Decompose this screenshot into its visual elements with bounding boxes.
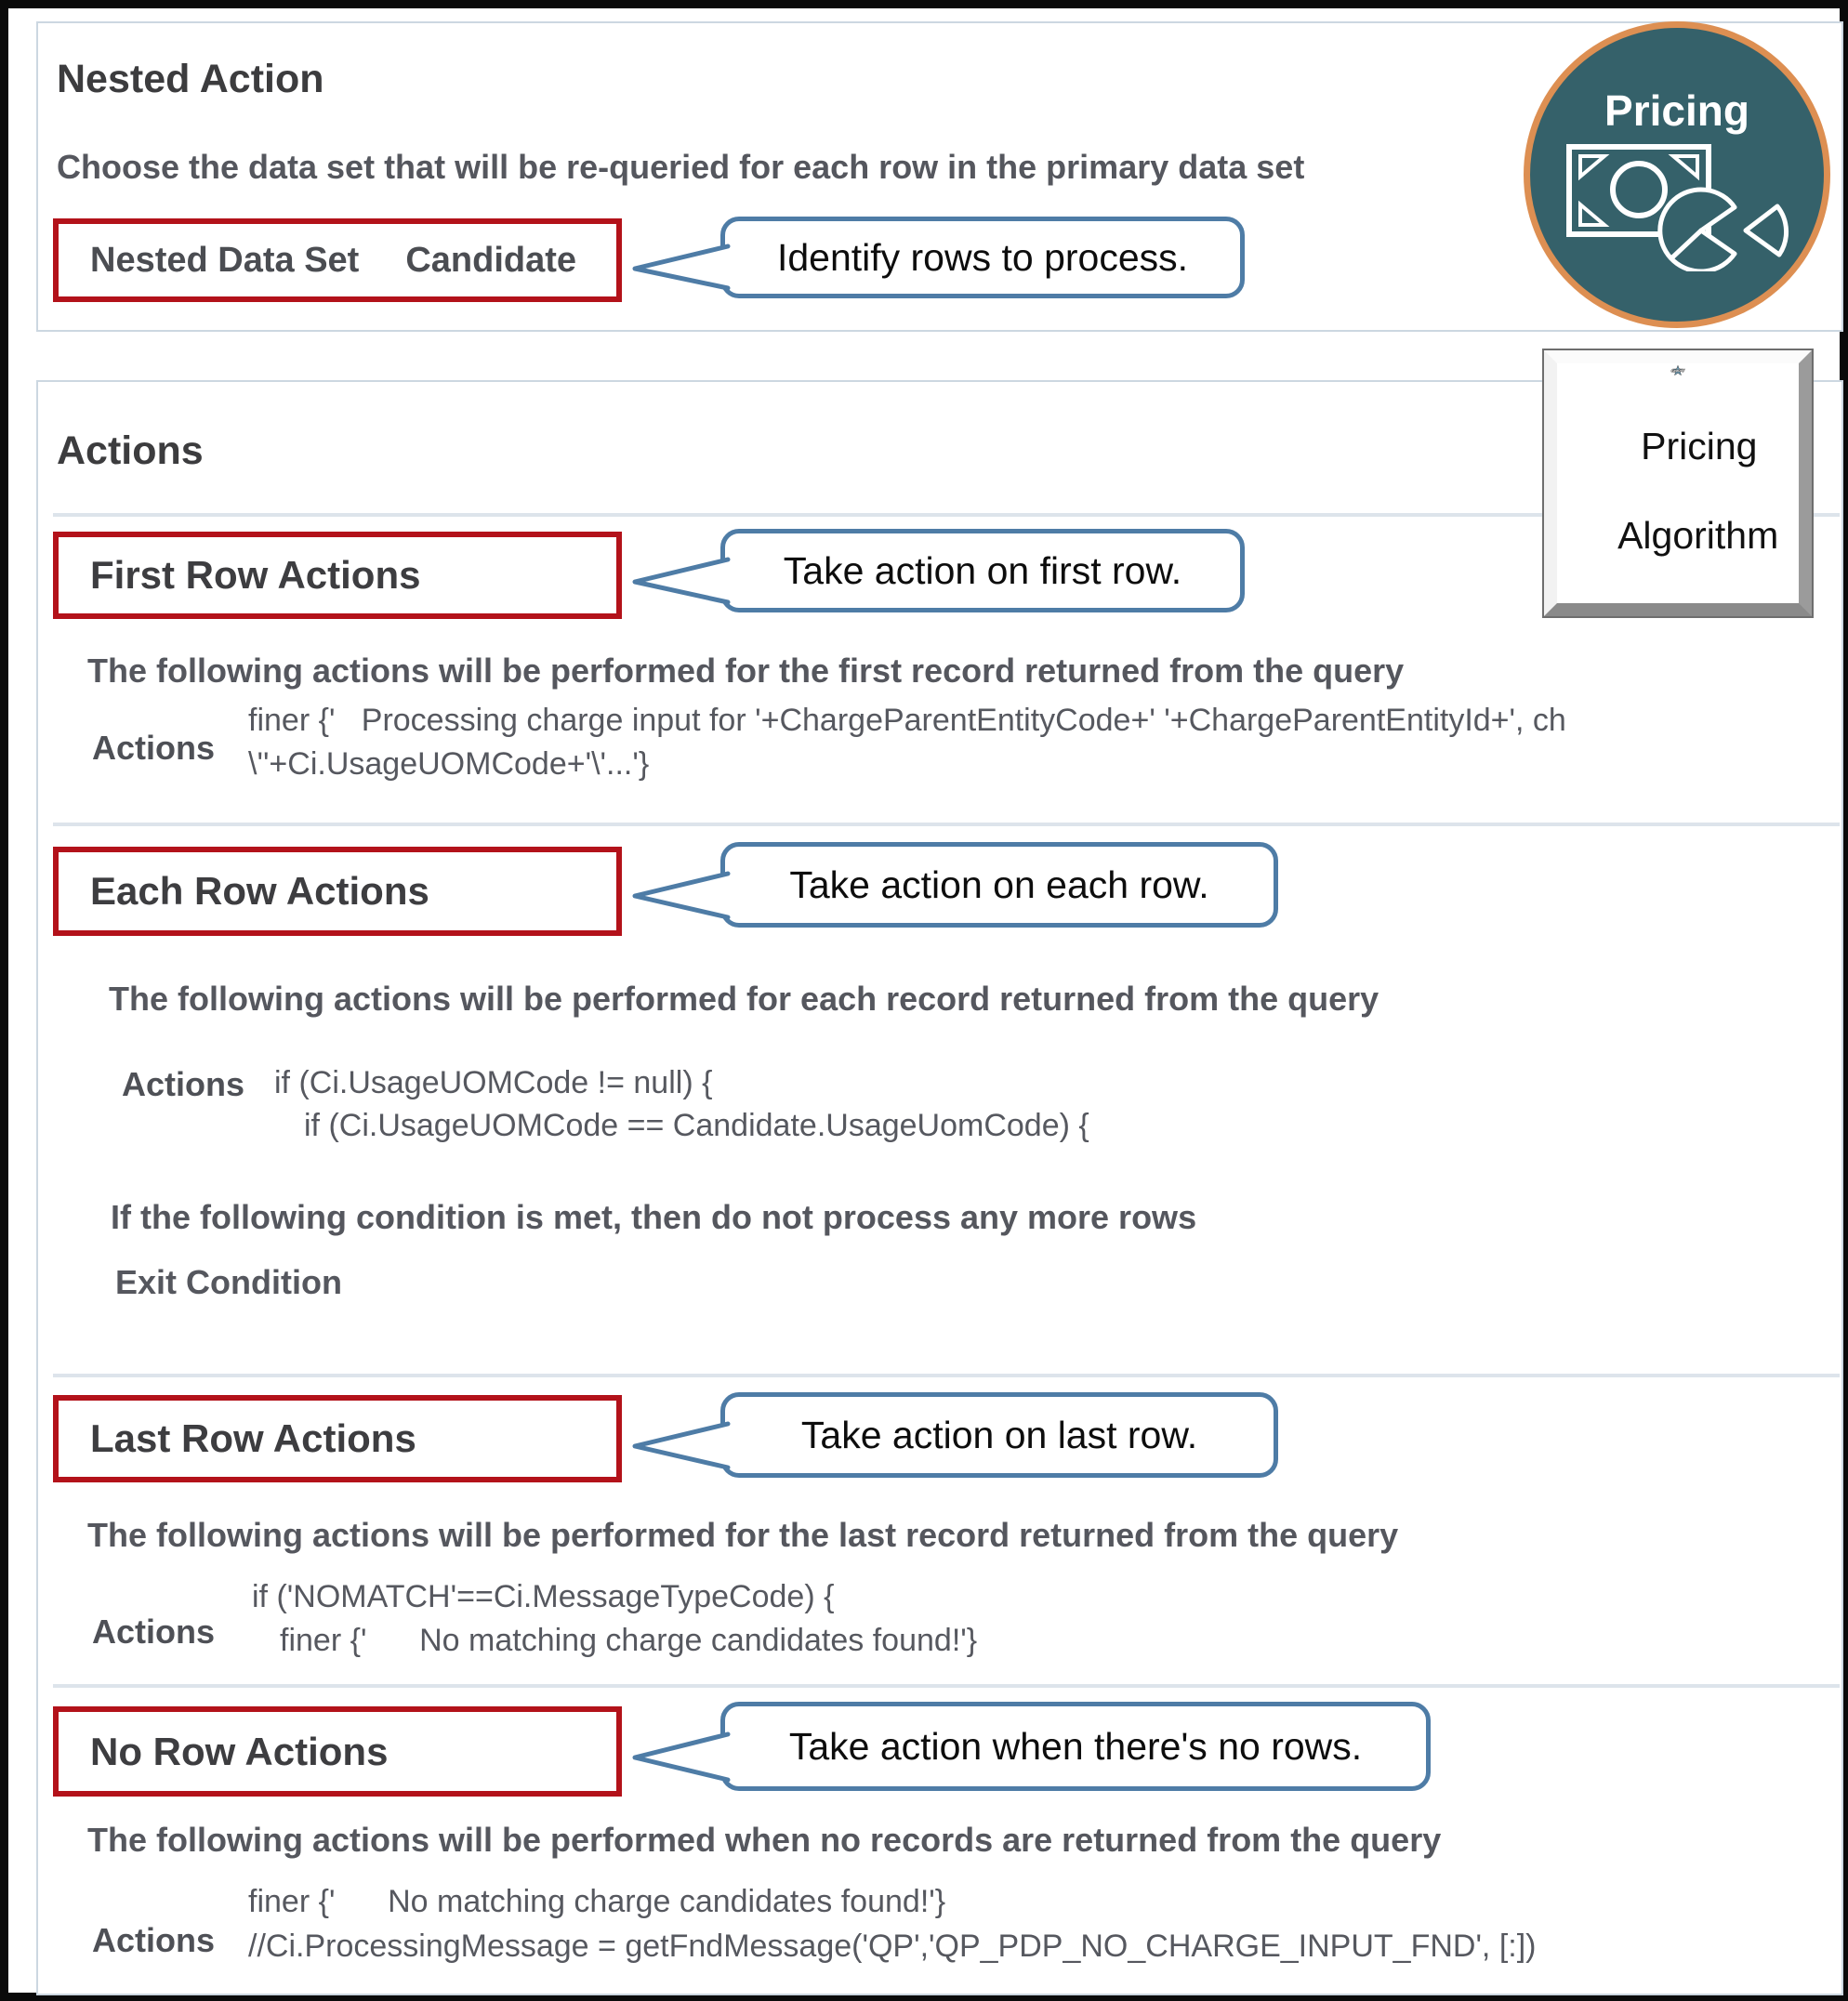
each-row-actions-code: if (Ci.UsageUOMCode != null) {	[274, 1065, 713, 1100]
groovy-logo-text: Groovy	[1670, 367, 1685, 374]
each-row-actions-heading: Each Row Actions	[90, 869, 429, 913]
nested-action-title: Nested Action	[57, 57, 324, 101]
groovy-star-icon	[1562, 365, 1794, 376]
last-row-actions-code: if ('NOMATCH'==Ci.MessageTypeCode) {	[252, 1579, 835, 1614]
pricing-badge	[1524, 21, 1830, 328]
last-row-actions-code: finer {' No matching charge candidates found!'}	[280, 1623, 978, 1658]
exit-condition-label: Exit Condition	[115, 1263, 342, 1301]
no-row-actions-code: finer {' No matching charge candidates found!'}	[248, 1884, 946, 1919]
callout-each-row	[627, 842, 1278, 928]
callout-identify-rows	[627, 217, 1245, 298]
callout-last-row-text: Take action on last row.	[720, 1392, 1278, 1478]
callout-each-row-text: Take action on each row.	[720, 842, 1278, 928]
each-row-description: The following actions will be performed for each record returned from the query	[109, 980, 1379, 1018]
callout-identify-rows-text: Identify rows to process.	[720, 217, 1245, 298]
no-row-actions-label: Actions	[92, 1921, 216, 1959]
last-row-description: The following actions will be performed for the last record returned from the query	[87, 1516, 1399, 1554]
first-row-actions-label: Actions	[92, 729, 216, 767]
nested-action-description: Choose the data set that will be re-queried for each row in the primary data set	[57, 148, 1305, 186]
each-row-actions-label: Actions	[122, 1065, 245, 1103]
callout-pointer-icon	[627, 529, 732, 612]
groovy-caption-line1: Pricing	[1641, 424, 1758, 467]
groovy-badge-caption	[1577, 378, 1778, 603]
callout-pointer-icon	[627, 1392, 732, 1478]
no-row-actions-heading: No Row Actions	[90, 1729, 389, 1773]
last-row-actions-heading: Last Row Actions	[90, 1416, 416, 1460]
actions-title: Actions	[57, 428, 204, 473]
pricing-badge-label: Pricing	[1604, 86, 1749, 135]
first-row-actions-highlight	[53, 532, 622, 619]
section-divider	[53, 1374, 1840, 1377]
callout-no-row-text: Take action when there's no rows.	[720, 1702, 1431, 1791]
last-row-actions-highlight	[53, 1395, 622, 1482]
exit-condition-note: If the following condition is met, then do not process any more rows	[111, 1198, 1197, 1236]
groovy-caption-line2: Algorithm	[1617, 514, 1779, 558]
nested-data-set-highlight	[53, 218, 622, 302]
callout-pointer-icon	[627, 217, 732, 298]
each-row-actions-code: if (Ci.UsageUOMCode == Candidate.UsageUomCode) {	[304, 1108, 1089, 1143]
no-row-description: The following actions will be performed when no records are returned from the query	[87, 1821, 1442, 1859]
section-divider	[53, 1684, 1840, 1688]
nested-data-set-value[interactable]: Candidate	[405, 240, 577, 280]
callout-last-row	[627, 1392, 1278, 1478]
last-row-actions-label: Actions	[92, 1613, 216, 1651]
callout-first-row-text: Take action on first row.	[720, 529, 1245, 612]
callout-no-row	[627, 1702, 1431, 1791]
callout-pointer-icon	[627, 1702, 732, 1791]
groovy-algorithm-badge[interactable]	[1544, 350, 1812, 616]
no-row-actions-highlight	[53, 1706, 622, 1797]
first-row-actions-code: \''+Ci.UsageUOMCode+'\'...'}	[248, 746, 650, 782]
callout-first-row	[627, 529, 1245, 612]
nested-data-set-label: Nested Data Set	[90, 240, 360, 280]
each-row-actions-highlight	[53, 847, 622, 936]
callout-pointer-icon	[627, 842, 732, 928]
no-row-actions-code: //Ci.ProcessingMessage = getFndMessage('QP','QP_PDP_NO_CHARGE_INPUT_FND', [:])	[248, 1929, 1537, 1964]
first-row-actions-heading: First Row Actions	[90, 553, 421, 597]
money-pie-icon	[1560, 141, 1794, 271]
first-row-description: The following actions will be performed for the first record returned from the query	[87, 652, 1405, 690]
first-row-actions-code: finer {' Processing charge input for '+ChargeParentEntityCode+' '+ChargeParentEntityId+', ch	[248, 703, 1566, 738]
section-divider	[53, 823, 1840, 826]
